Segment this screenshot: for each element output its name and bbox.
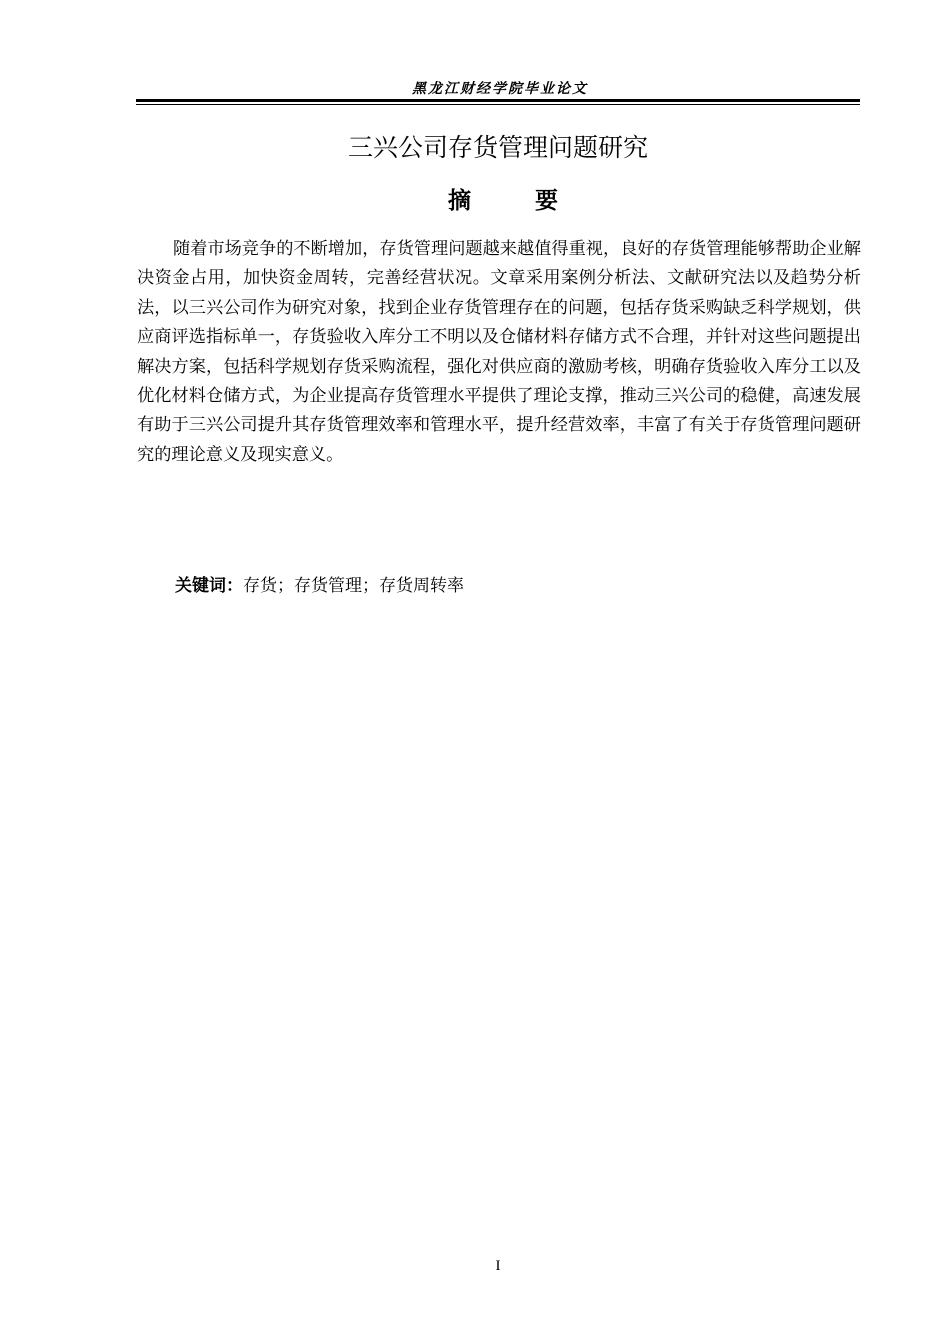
abstract-heading-left: 摘 bbox=[448, 188, 471, 214]
header-rule-thick bbox=[136, 99, 860, 102]
abstract-body: 随着市场竞争的不断增加，存货管理问题越来越值得重视，良好的存货管理能够帮助企业解决资金占用，加快资金周转，完善经营状况。文章采用案例分析法、文献研究法以及趋势分析法，以三兴公司作为研究对象，找到企业存货管理存在的问题，包括存货采购缺乏科学规划，供应商评选指标单一，存货验收入库分工不明以及仓储材料存储方式不合理，并针对这些问题提出解决方案，包括科学规划存货采购流程，强化对供应商的激励考核，明确存货验收入库分工以及优化材料仓储方式，为企业提高存货管理水平提供了理论支撑，推动三兴公司的稳健，高速发展有助于三兴公司提升其存货管理效率和管理水平，提升经营效率，丰富了有关于存货管理问题研究的理论意义及现实意义。 bbox=[137, 239, 861, 465]
keywords-value: 存货；存货管理；存货周转率 bbox=[243, 576, 464, 596]
running-header: 黑龙江财经学院毕业论文 bbox=[412, 81, 588, 97]
abstract-heading-right: 要 bbox=[535, 188, 558, 214]
paper-title: 三兴公司存货管理问题研究 bbox=[347, 133, 648, 162]
page-number: I bbox=[495, 1258, 501, 1274]
abstract-heading bbox=[448, 183, 558, 219]
header-rule-thin bbox=[136, 104, 860, 105]
keywords-line bbox=[175, 572, 464, 600]
keywords-label: 关键词： bbox=[175, 576, 243, 596]
